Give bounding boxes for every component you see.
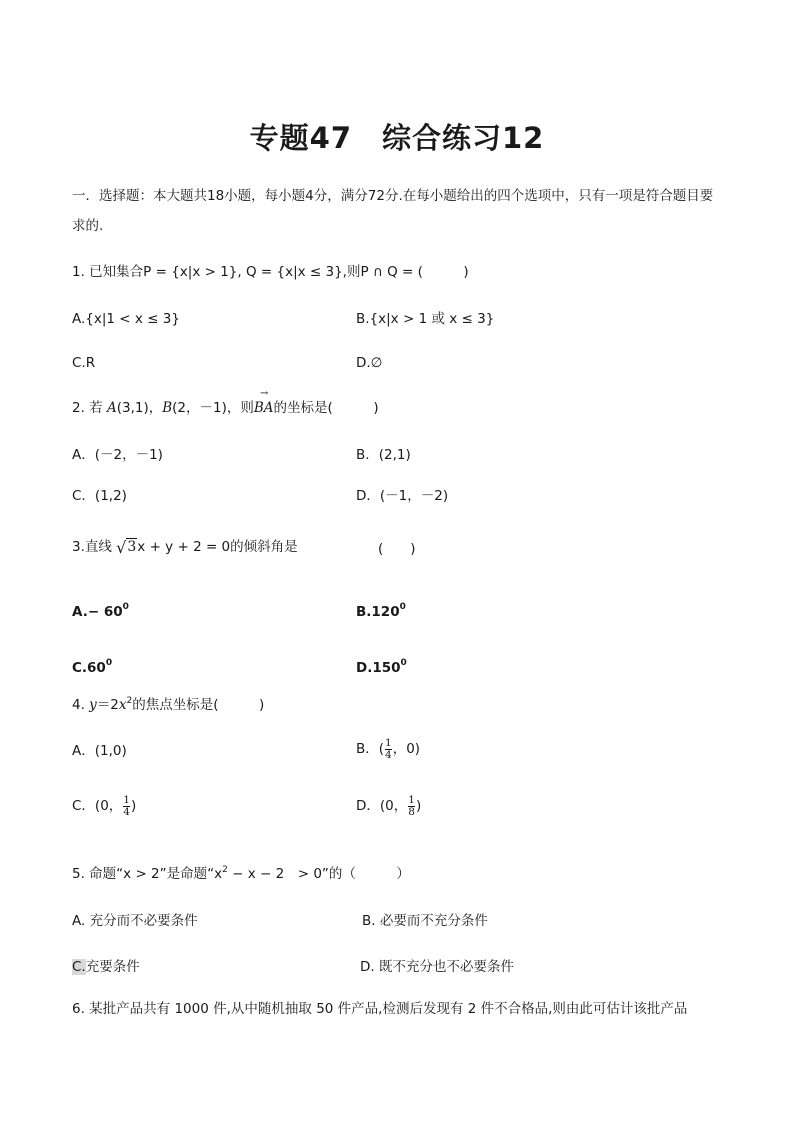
point-b-label: B [162, 400, 173, 416]
option-b-pre: B．( [356, 741, 385, 757]
highlighted-marker: C. [72, 959, 86, 975]
question-1-option-b: B.{x|x > 1 或 x ≤ 3} [356, 311, 495, 327]
point-a-label: A [106, 400, 117, 416]
radicand: 3 [127, 539, 137, 555]
option-d-pre: D．(0， [356, 798, 408, 814]
fraction-one-eighth [408, 795, 415, 818]
question-4-option-d [356, 791, 421, 821]
degree-mark: 0 [105, 658, 113, 668]
eq-mid: ＝2 [96, 697, 119, 713]
question-4-option-b [356, 734, 420, 764]
question-3-stem [72, 537, 298, 558]
option-c-text: C.60 [72, 660, 106, 676]
vector-label: BA [253, 400, 274, 416]
fraction-numerator: 1 [408, 793, 415, 806]
x-square: 2 [222, 865, 228, 875]
eq-x: x [118, 697, 127, 713]
question-5-option-a: A. 充分而不必要条件 [72, 913, 198, 929]
option-c-text: 充要条件 [85, 959, 140, 975]
question-2-option-c: C．(1,2) [72, 488, 127, 504]
question-3-post: x + y + 2 = 0的倾斜角是 [137, 539, 298, 555]
question-4-number: 4. [72, 697, 90, 713]
question-1-option-a: A.{x|1 < x ≤ 3} [72, 311, 180, 327]
fraction-denominator: 4 [123, 805, 130, 818]
question-6-stem: 6. 某批产品共有 1000 件,从中随机抽取 50 件产品,检测后发现有 2 件不合格品,则由此可估计该批产品 [72, 1001, 688, 1017]
radical-icon: √ [116, 538, 127, 557]
question-1-option-d: D.∅ [356, 355, 383, 371]
question-2-option-a: A．(－2，－1) [72, 447, 163, 463]
question-5-post: − x − 2 > 0”的（ ） [227, 866, 410, 882]
fraction-numerator: 1 [123, 793, 130, 806]
question-3-pre: 3.直线 [72, 539, 117, 555]
option-d-text: D.150 [356, 660, 401, 676]
point-a-coord: (3,1)， [116, 400, 163, 416]
question-3-option-c [72, 653, 112, 678]
fraction-one-quarter [385, 738, 392, 761]
question-3-paren: ( ) [378, 541, 416, 557]
question-5-option-c [72, 957, 140, 977]
page-title: 专题47 综合练习12 [249, 121, 545, 155]
question-2-option-b: B．(2,1) [356, 447, 411, 463]
question-3-option-a [72, 597, 129, 622]
degree-mark: 0 [122, 602, 129, 612]
eq-square: 2 [126, 696, 133, 706]
question-5-option-d: D. 既不充分也不必要条件 [360, 959, 514, 975]
option-b-post: ，0) [392, 741, 421, 757]
point-b-coord: (2，－1)，则 [172, 400, 254, 416]
question-1-option-c: C.R [72, 355, 96, 371]
question-3-option-b [356, 597, 406, 622]
fraction-numerator: 1 [385, 736, 392, 749]
question-1-paren: ( ) [417, 264, 469, 280]
fraction-one-quarter [123, 795, 130, 818]
question-2-stem [72, 388, 379, 418]
sqrt-three [116, 537, 137, 558]
fraction-denominator: 4 [385, 748, 392, 761]
question-2-tail: 的坐标是( ) [273, 400, 379, 416]
option-d-post: ) [415, 798, 422, 814]
option-a-text: A.− 60 [72, 604, 123, 620]
option-b-text: B.120 [356, 604, 400, 620]
section-instructions: 一．选择题：本大题共18小题，每小题4分，满分72分.在每小题给出的四个选项中，只有一项是符合题目要求的. [72, 188, 714, 234]
question-4-tail: 的焦点坐标是( ) [132, 697, 265, 713]
option-c-pre: C．(0， [72, 798, 123, 814]
question-5-pre: 5. 命题“x > 2”是命题“x [72, 866, 223, 882]
vector-ba [253, 388, 274, 418]
question-2-number: 2. 若 [72, 400, 107, 416]
question-4-stem [72, 691, 264, 715]
question-1-text: 1. 已知集合P = {x|x > 1}, Q = {x|x ≤ 3},则P ∩ Q = [72, 264, 418, 280]
degree-mark: 0 [399, 602, 406, 612]
question-5-option-b: B. 必要而不充分条件 [362, 913, 488, 929]
question-2-option-d: D．(－1，－2) [356, 488, 449, 504]
question-1-stem [72, 262, 469, 282]
option-c-post: ) [130, 798, 137, 814]
question-4-option-a: A．(1,0) [72, 743, 127, 759]
eq-y: y [89, 697, 97, 713]
question-4-option-c [72, 791, 136, 821]
vector-arrow-icon: → [260, 388, 269, 399]
question-3-option-d [356, 653, 407, 678]
fraction-denominator: 8 [408, 805, 415, 818]
question-5-stem [72, 860, 410, 884]
degree-mark: 0 [400, 658, 407, 668]
